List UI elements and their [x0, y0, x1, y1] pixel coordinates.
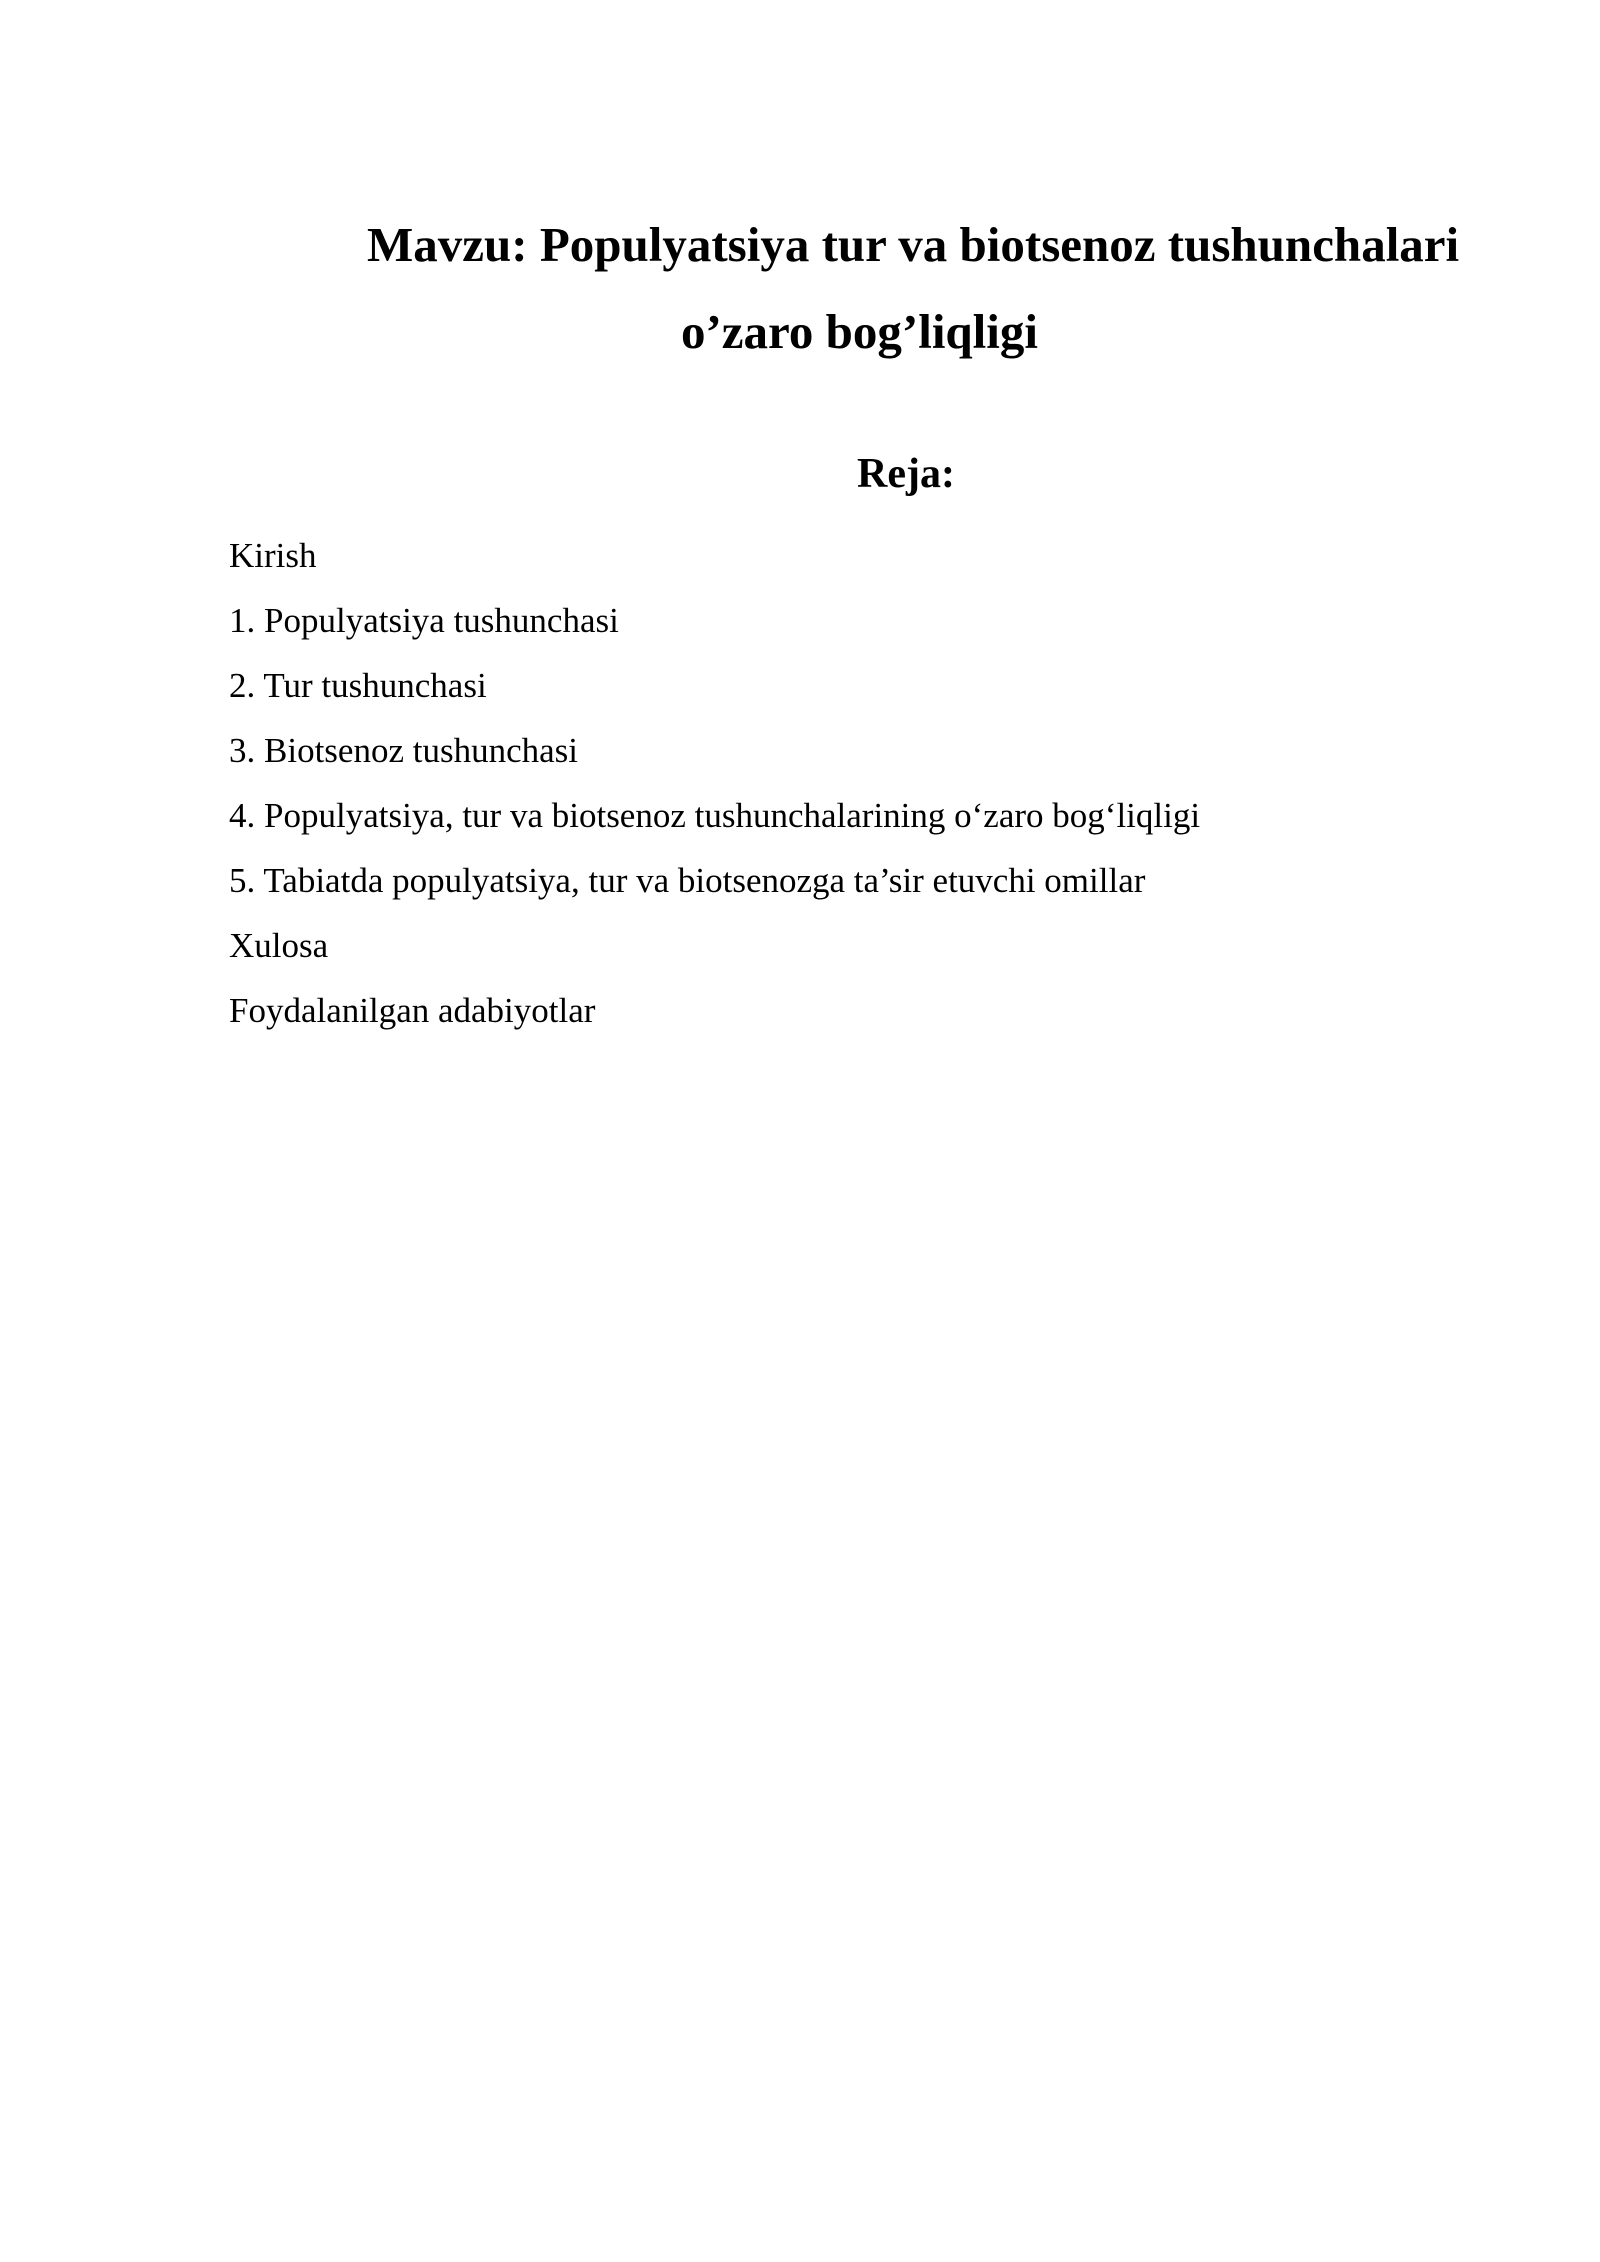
- plan-item-interrelation: 4. Populyatsiya, tur va biotsenoz tushunchalarining o‘zaro bog‘liqligi: [229, 796, 1201, 835]
- plan-item-introduction: Kirish: [229, 536, 317, 575]
- page-title-line-2: o’zaro bog’liqligi: [680, 304, 1039, 359]
- plan-item-biocenosis-concept: 3. Biotsenoz tushunchasi: [229, 731, 578, 770]
- plan-item-references: Foydalanilgan adabiyotlar: [229, 991, 596, 1030]
- page-title-line-1: Mavzu: Populyatsiya tur va biotsenoz tushunchalari: [367, 217, 1460, 272]
- plan-list: [229, 523, 1200, 1043]
- plan-item-influencing-factors: 5. Tabiatda populyatsiya, tur va biotsenozga ta’sir etuvchi omillar: [229, 861, 1146, 900]
- plan-item-conclusion: Xulosa: [229, 926, 329, 965]
- plan-heading: Reja:: [857, 451, 955, 497]
- plan-item-species-concept: 2. Tur tushunchasi: [229, 666, 487, 705]
- plan-item-population-concept: 1. Populyatsiya tushunchasi: [229, 601, 619, 640]
